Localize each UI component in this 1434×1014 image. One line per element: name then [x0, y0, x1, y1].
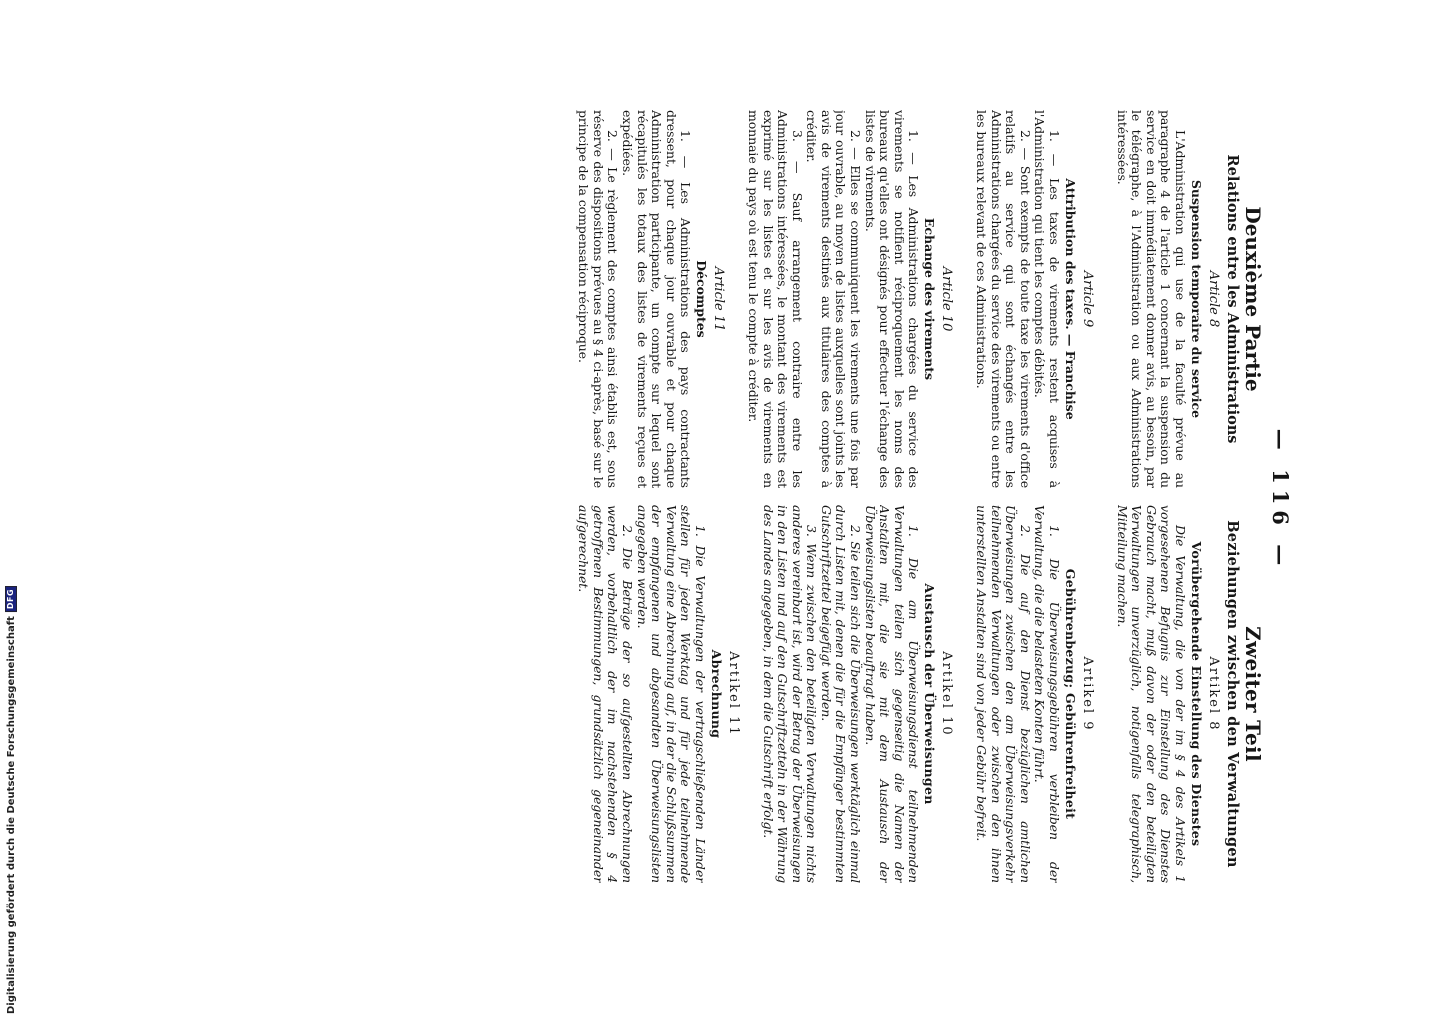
article-heading: Austausch der Überweisungen — [922, 583, 938, 805]
paragraph: 2. Sie teilen sich die Überweisungen werktäglich einmal durch Listen mit, denen die für die Empfänger bestimmten Gutschriftzettel beigefügt werden. — [818, 505, 864, 883]
paragraph: L'Administration qui use de la faculté prévue au paragraphe 4 de l'article 1 concernant la suspension du service en doit immédiatement donner avis, au besoin, par le télégraphe, à l'Administration ou aux Administrations intéressées. — [1114, 110, 1188, 488]
paragraph: 1. Die Überweisungsgebühren verbleiben der Verwaltung, die die belasteten Konten führt. — [1032, 505, 1063, 883]
article-heading: Echange des virements — [922, 217, 938, 381]
paragraph: 1. Die am Überweisungsdienst teilnehmenden Verwaltungen teilen sich gegenseitig die Namen der Anstalten mit, die sie mit dem Austausch der Überweisungslisten beauftragt haben. — [862, 505, 922, 883]
article-label: Article 8 — [1206, 270, 1221, 328]
side-note — [0, 0, 22, 1014]
article-label: Article 10 — [939, 266, 955, 332]
article-label: Article 9 — [1080, 270, 1096, 328]
document-page — [318, 100, 1293, 900]
paragraph: 2. Die auf den Dienst bezüglichen amtlichen Überweisungen zwischen den am Überweisungsverkehr teilnehmenden Verwaltungen oder zwischen den ihnen unterstellten Anstalten sind von jeder Gebühr befreit. — [974, 505, 1033, 883]
article-label: Artikel 9 — [1080, 656, 1096, 732]
funding-note: Digitalisierung gefördert durch die Deutsche Forschungsgemeinschaft — [5, 616, 17, 1014]
paragraph: 1. Die Verwaltungen der vertragschließenden Länder stellen für jeden Werktag und für jede teilnehmende Verwaltung eine Abrechnung auf, in der die Schlußsummen der empfangenen und abgesandten Überweisungslisten angegeben werden. — [634, 505, 708, 883]
article-heading: Gebührenbezug; Gebührenfreiheit — [1063, 568, 1079, 820]
article-heading: Abrechnung — [708, 649, 724, 739]
paragraph: 1. — Les taxes de virements restent acquises à l'Administration qui tient les comptes débités. — [1032, 110, 1063, 488]
page-number: — 116 — — [1268, 428, 1293, 572]
part-subtitle-de: Beziehungen zwischen den Verwaltungen — [1224, 520, 1241, 868]
german-column — [335, 505, 1265, 883]
article-heading: Suspension temporaire du service — [1189, 179, 1204, 419]
french-column — [335, 110, 1265, 488]
paragraph: 2. — Elles se communiquent les virements une fois par jour ouvrable, au moyen de listes auxquelles sont joints les avis de virements destinés aux titulaires des comptes à créditer. — [804, 110, 864, 488]
article-label: Artikel 10 — [939, 651, 955, 737]
paragraph: 1. — Les Administrations chargées du service des virements se notifient réciproquement les noms des bureaux qu'elles ont désignés pour effectuer l'échange des listes de virements. — [862, 110, 922, 488]
paragraph: 3. Wenn zwischen den beteiligten Verwaltungen nichts anderes vereinbart ist, wird der Betrag der Überweisungen in den Listen und auf den Gutschriftzetteln in der Währung des Landes angegeben, in dem die Gutschrift erfolgt. — [760, 505, 820, 883]
paragraph: 2. Die Beträge der so aufgestellten Abrechnungen werden, vorbehaltlich der im nachstehenden § 4 getroffenen Bestimmungen, grundsätzlich gegeneinander aufgerechnet. — [576, 505, 635, 883]
paragraph: Die Verwaltung, die von der im § 4 des Artikels 1 vorgesehenen Befugnis zur Einstellung des Dienstes Gebrauch macht, muß davon der oder den beteiligten Verwaltungen unverzüglich, notigenfalls telegraphisch, Mitteilung machen. — [1114, 505, 1188, 883]
part-title-de: Zweiter Teil — [1241, 626, 1265, 762]
paragraph: 3. — Sauf arrangement contraire entre les Administrations intéressées, le montant des virements est exprimé sur les listes et sur les avis de virements en monnaie du pays où est tenu le compte à créditer. — [745, 110, 805, 488]
paragraph: 1. — Les Administrations des pays contractants dressent, pour chaque jour ouvrable et pour chaque Administration participante, un compte sur lequel sont récapitulés les totaux des listes de virements reçues et expédiées. — [619, 110, 694, 488]
paragraph: 2. — Sont exempts de toute taxe les virements d'office relatifs au service qui sont échangés entre les Administrations chargées du service des virements ou entre les bureaux relevant de ces Administrations. — [974, 110, 1033, 488]
dfg-logo: DFG — [5, 586, 17, 612]
article-heading: Décomptes — [694, 260, 710, 338]
article-heading: Attribution des taxes. — Franchise — [1063, 178, 1079, 420]
article-label: Artikel 11 — [725, 651, 741, 737]
part-subtitle-fr: Relations entre les Administrations — [1224, 154, 1241, 444]
article-label: Artikel 8 — [1206, 656, 1221, 732]
paragraph: 2. — Le règlement des comptes ainsi établis est, sous réserve des dispositions prévues au § 4 ci-après, basé sur le principe de la compensation réciproque. — [576, 110, 621, 488]
part-title-fr: Deuxième Partie — [1241, 206, 1265, 392]
article-label: Article 11 — [711, 266, 727, 332]
article-heading: Vorübergehende Einstellung des Dienstes — [1189, 541, 1204, 847]
